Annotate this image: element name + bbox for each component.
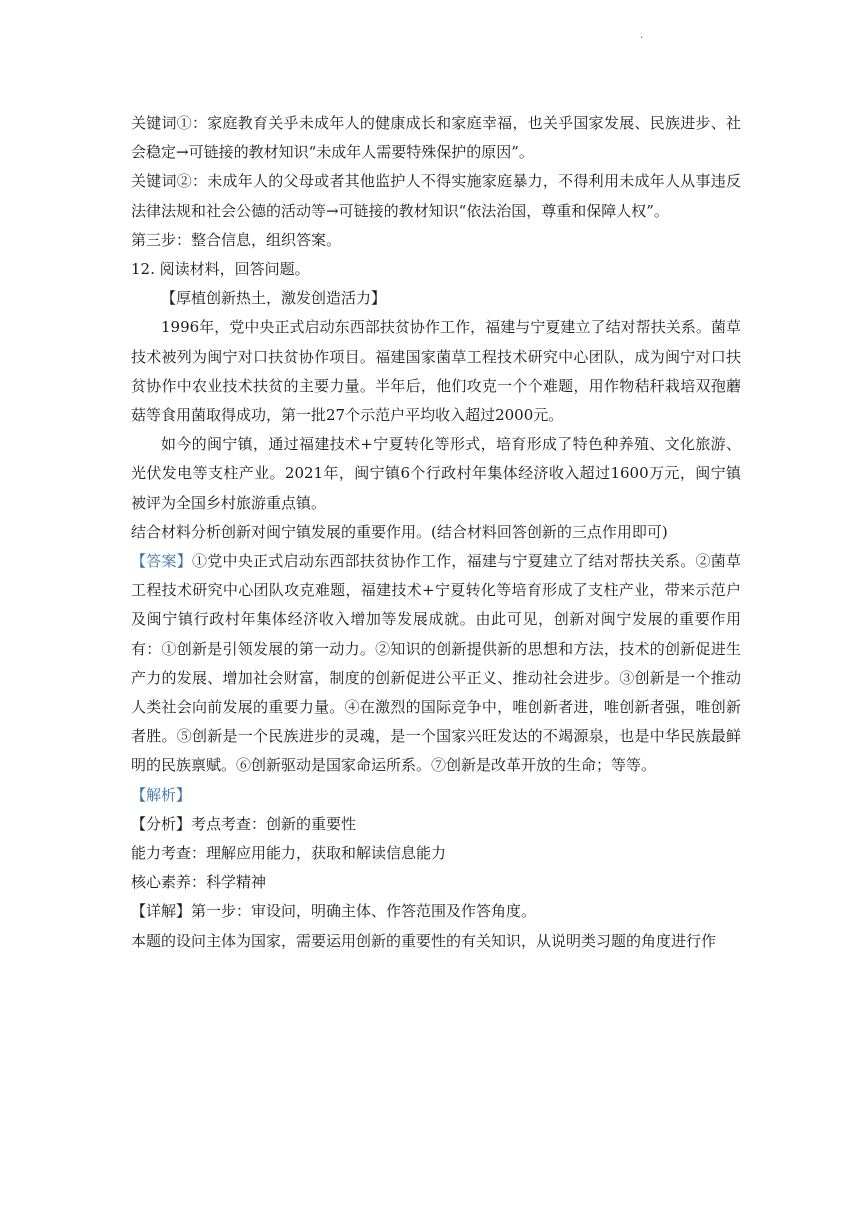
keyword1-paragraph: 关键词①：家庭教育关乎未成年人的健康成长和家庭幸福，也关乎国家发展、民族进步、社会稳定→可链接的教材知识“未成年人需要特殊保护的原因”。: [131, 114, 741, 162]
literacy-line: 核心素养：科学精神: [131, 873, 267, 892]
question-text: 结合材料分析创新对闽宁镇发展的重要作用。(结合材料回答创新的三点作用即可): [131, 522, 668, 541]
question-12-intro: 12. 阅读材料，回答问题。: [131, 260, 310, 279]
material-paragraph-2: 如今的闽宁镇，通过福建技术+宁夏转化等形式，培育形成了特色种养殖、文化旅游、光伏发电等支柱产业。2021年，闽宁镇6个行政村年集体经济收入超过1600万元，闽宁镇被评为全国乡村旅游重点镇。: [131, 435, 741, 512]
header-dot: .: [640, 30, 644, 41]
ability-line: 能力考查：理解应用能力，获取和解读信息能力: [131, 844, 447, 863]
detail-line: 【详解】第一步：审设问，明确主体、作答范围及作答角度。: [131, 902, 537, 921]
answer-paragraph: [131, 547, 741, 781]
material-title: 【厚植创新热土，激发创造活力】: [161, 289, 387, 308]
answer-label: 【答案】: [131, 552, 193, 571]
material-paragraph-1: 1996年，党中央正式启动东西部扶贫协作工作，福建与宁夏建立了结对帮扶关系。菌草技术被列为闽宁对口扶贫协作项目。福建国家菌草工程技术研究中心团队，成为闽宁对口扶贫协作中农业技术扶贫的主要力量。半年后，他们攻克一个个难题，用作物秸秆栽培双孢蘑菇等食用菌取得成功，第一批27个示范户平均收入超过2000元。: [131, 318, 741, 425]
answer-text: ①党中央正式启动东西部扶贫协作工作，福建与宁夏建立了结对帮扶关系。②菌草工程技术研究中心团队攻克难题，福建技术+宁夏转化等培育形成了支柱产业，带来示范户及闽宁镇行政村年集体经济收入增加等发展成就。由此可见，创新对闽宁发展的重要作用有：①创新是引领发展的第一动力。②知识的创新提供新的思想和方法，技术的创新促进生产力的发展、增加社会财富，制度的创新促进公平正义、推动社会进步。③创新是一个推动人类社会向前发展的重要力量。④在激烈的国际竞争中，唯创新者进，唯创新者强，唯创新者胜。⑤创新是一个民族进步的灵魂，是一个国家兴旺发达的不竭源泉，也是中华民族最鲜明的民族禀赋。⑥创新驱动是国家命运所系。⑦创新是改革开放的生命；等等。: [131, 552, 741, 775]
analysis-label: 【解析】: [131, 785, 192, 804]
document-body: [131, 109, 741, 956]
analysis-fenxi: 【分析】考点考查：创新的重要性: [131, 814, 357, 833]
last-line: 本题的设问主体为国家，需要运用创新的重要性的有关知识，从说明类习题的角度进行作: [131, 931, 717, 950]
keyword2-paragraph: 关键词②：未成年人的父母或者其他监护人不得实施家庭暴力，不得利用未成年人从事违反法律法规和社会公德的活动等→可链接的教材知识“依法治国，尊重和保障人权”。: [131, 172, 741, 220]
step3-paragraph: 第三步：整合信息，组织答案。: [131, 230, 342, 249]
